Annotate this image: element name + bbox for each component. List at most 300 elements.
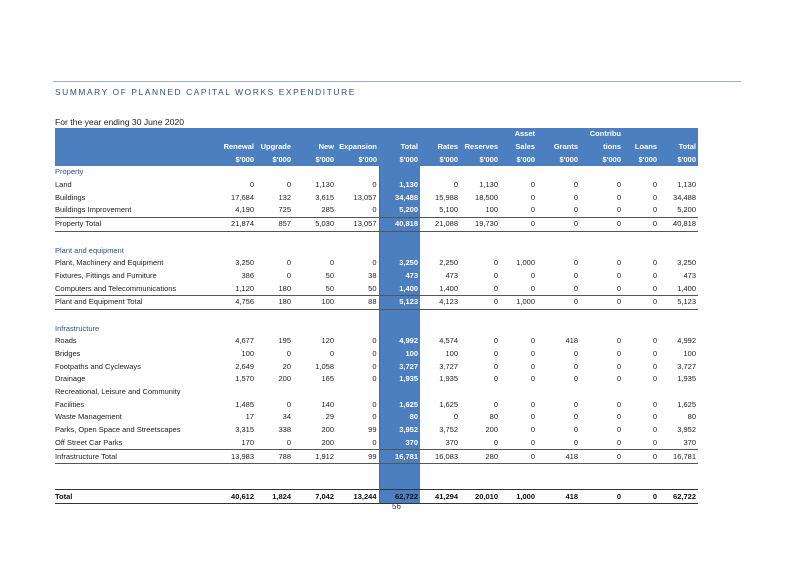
table-cell: 0 <box>530 192 535 202</box>
table-cell <box>203 309 256 322</box>
row-label: Total <box>55 490 203 504</box>
table-cell <box>580 231 623 244</box>
table-cell: 0 <box>372 412 377 422</box>
table-cell: 0 <box>530 374 535 384</box>
table-cell <box>420 128 460 141</box>
table-cell: 386 <box>241 270 254 280</box>
table-row <box>55 398 698 411</box>
table-cell: tions <box>580 141 623 154</box>
table-cell: 1,130 <box>315 180 334 190</box>
table-cell: 0 <box>530 270 535 280</box>
table-cell: 0 <box>493 270 498 280</box>
table-cell: $'000 <box>623 153 659 166</box>
row-label: Property <box>55 167 84 177</box>
table-row <box>55 424 698 437</box>
table-cell: 0 <box>573 283 578 293</box>
table-cell: 0 <box>372 180 377 190</box>
table-cell: Contribu <box>580 128 623 141</box>
table-cell: 100 <box>293 295 336 309</box>
table-cell: 0 <box>493 361 498 371</box>
table-cell <box>379 386 420 399</box>
table-cell <box>460 128 500 141</box>
table-cell: 40,818 <box>379 217 420 231</box>
table-cell <box>379 463 420 476</box>
table-row <box>55 348 698 361</box>
table-cell: 1,130 <box>677 180 696 190</box>
table-cell: 1,625 <box>439 399 458 409</box>
table-cell <box>460 231 500 244</box>
table-cell <box>379 477 420 490</box>
table-cell <box>500 322 537 335</box>
table-cell: 1,058 <box>315 361 334 371</box>
table-cell <box>623 244 659 257</box>
table-row <box>55 360 698 373</box>
table-cell: 1,625 <box>677 399 696 409</box>
table-cell: 19,730 <box>460 217 500 231</box>
table-cell: 0 <box>530 349 535 359</box>
table-cell: 38 <box>368 270 377 280</box>
table-cell: 1,000 <box>516 258 535 268</box>
table-cell <box>336 231 379 244</box>
row-label: Plant, Machinery and Equipment <box>55 258 164 268</box>
table-cell <box>623 386 659 399</box>
table-cell: 0 <box>493 437 498 447</box>
table-cell: 195 <box>278 336 291 346</box>
table-cell: 13,244 <box>336 490 379 504</box>
table-cell: 50 <box>325 270 334 280</box>
table-cell <box>537 166 580 179</box>
table-cell <box>659 477 698 490</box>
top-rule <box>53 81 741 82</box>
table-cell: 338 <box>278 425 291 435</box>
table-cell <box>500 386 537 399</box>
table-cell: 0 <box>530 361 535 371</box>
table-cell: 0 <box>493 374 498 384</box>
table-cell <box>623 166 659 179</box>
table-cell: 857 <box>256 217 293 231</box>
table-cell: 2,250 <box>439 258 458 268</box>
table-cell: 418 <box>537 490 580 504</box>
table-cell: 473 <box>683 270 696 280</box>
table-cell: 0 <box>616 180 621 190</box>
table-cell <box>659 244 698 257</box>
table-cell: 725 <box>278 205 291 215</box>
table-cell <box>537 309 580 322</box>
table-cell: 3,315 <box>235 425 254 435</box>
table-cell: 13,057 <box>353 192 377 202</box>
row-label: Land <box>55 180 72 190</box>
table-cell: 0 <box>652 412 657 422</box>
table-cell: Total <box>379 141 420 154</box>
row-label: Off Street Car Parks <box>55 437 123 447</box>
table-cell <box>623 463 659 476</box>
table-cell: 1,130 <box>479 180 498 190</box>
table-cell <box>659 128 698 141</box>
table-cell: 0 <box>493 336 498 346</box>
table-cell: 0 <box>580 217 623 231</box>
table-cell: 0 <box>453 180 458 190</box>
page-title: SUMMARY OF PLANNED CAPITAL WORKS EXPENDITURE <box>55 87 356 97</box>
table-cell <box>420 477 460 490</box>
table-cell: 0 <box>652 180 657 190</box>
row-label: Buildings Improvement <box>55 205 132 215</box>
table-cell: 0 <box>500 217 537 231</box>
table-cell <box>379 322 420 335</box>
table-cell <box>537 477 580 490</box>
table-cell: $'000 <box>293 153 336 166</box>
table-cell: 0 <box>616 374 621 384</box>
table-cell: $'000 <box>500 153 537 166</box>
table-row <box>55 282 698 295</box>
table-cell <box>420 463 460 476</box>
table-cell: 0 <box>286 399 291 409</box>
table-cell: 20 <box>282 361 291 371</box>
capital-works-table <box>55 128 698 504</box>
table-cell: 0 <box>573 437 578 447</box>
table-cell: 16,781 <box>379 450 420 464</box>
table-cell <box>623 309 659 322</box>
table-cell: 0 <box>530 180 535 190</box>
table-row <box>55 270 698 283</box>
table-cell: 0 <box>573 349 578 359</box>
table-cell: 0 <box>573 270 578 280</box>
table-cell: 88 <box>336 295 379 309</box>
table-row <box>55 204 698 217</box>
table-cell <box>379 309 420 322</box>
table-cell: 0 <box>372 336 377 346</box>
table-cell: $'000 <box>580 153 623 166</box>
table-cell: 0 <box>573 374 578 384</box>
table-cell: 200 <box>278 374 291 384</box>
table-cell: $'000 <box>537 153 580 166</box>
table-cell: 0 <box>329 258 334 268</box>
table-cell: 0 <box>616 283 621 293</box>
table-cell: 0 <box>616 205 621 215</box>
table-cell: 180 <box>278 283 291 293</box>
table-cell: 29 <box>325 412 334 422</box>
spacer-row <box>55 231 698 244</box>
table-cell: 0 <box>623 450 659 464</box>
table-cell: 34,488 <box>673 192 696 202</box>
table-cell <box>623 128 659 141</box>
table-cell: 80 <box>687 412 696 422</box>
table-cell: 1,824 <box>256 490 293 504</box>
table-cell: 100 <box>683 349 696 359</box>
table-cell: 0 <box>616 437 621 447</box>
table-cell: 0 <box>616 425 621 435</box>
table-cell: 50 <box>368 283 377 293</box>
table-cell: 5,200 <box>677 205 696 215</box>
table-cell: 0 <box>530 399 535 409</box>
table-cell: 473 <box>445 270 458 280</box>
table-cell <box>336 166 379 179</box>
table-cell <box>379 166 420 179</box>
table-cell: 165 <box>321 374 334 384</box>
table-cell: 0 <box>652 349 657 359</box>
table-cell <box>659 309 698 322</box>
table-cell <box>293 309 336 322</box>
table-cell: 0 <box>616 258 621 268</box>
table-cell: $'000 <box>203 153 256 166</box>
table-cell <box>460 166 500 179</box>
table-cell <box>420 244 460 257</box>
page-subtitle: For the year ending 30 June 2020 <box>55 117 184 127</box>
row-label: Plant and equipment <box>55 245 124 255</box>
table-cell: Grants <box>537 141 580 154</box>
table-cell: 0 <box>372 399 377 409</box>
table-cell: 1,570 <box>235 374 254 384</box>
table-cell: 0 <box>530 412 535 422</box>
table-cell: 40,612 <box>203 490 256 504</box>
table-cell: 200 <box>485 425 498 435</box>
row-label <box>55 231 203 244</box>
table-cell <box>659 231 698 244</box>
table-cell: 0 <box>530 336 535 346</box>
table-cell <box>256 463 293 476</box>
table-cell <box>537 386 580 399</box>
table-cell: 99 <box>336 450 379 464</box>
table-cell: 20,010 <box>460 490 500 504</box>
table-cell: 15,988 <box>435 192 458 202</box>
row-label: Waste Management <box>55 412 122 422</box>
table-cell: 4,190 <box>235 205 254 215</box>
table-cell: 0 <box>372 349 377 359</box>
table-cell <box>580 166 623 179</box>
table-cell: 1,400 <box>379 282 420 295</box>
table-cell: 100 <box>241 349 254 359</box>
table-cell: 1,935 <box>439 374 458 384</box>
table-cell: 13,057 <box>336 217 379 231</box>
table-cell: 200 <box>321 425 334 435</box>
table-cell <box>580 477 623 490</box>
table-cell: 18,500 <box>475 192 498 202</box>
table-cell: 16,781 <box>659 450 698 464</box>
table-cell <box>256 477 293 490</box>
table-cell <box>580 309 623 322</box>
table-cell: 21,874 <box>203 217 256 231</box>
row-label: Roads <box>55 336 77 346</box>
table-cell <box>500 244 537 257</box>
table-cell: 62,722 <box>659 490 698 504</box>
table-row <box>55 335 698 348</box>
table-cell: 0 <box>623 490 659 504</box>
table-cell: 13,983 <box>203 450 256 464</box>
table-row <box>55 179 698 192</box>
table-cell: 0 <box>372 374 377 384</box>
table-row <box>55 257 698 270</box>
table-cell: 5,123 <box>379 295 420 309</box>
table-cell <box>256 231 293 244</box>
table-cell <box>580 386 623 399</box>
table-cell: 0 <box>372 205 377 215</box>
table-cell: $'000 <box>420 153 460 166</box>
table-cell <box>460 386 500 399</box>
table-cell <box>203 477 256 490</box>
table-cell <box>336 463 379 476</box>
table-cell <box>537 463 580 476</box>
table-cell <box>256 309 293 322</box>
table-cell <box>537 128 580 141</box>
table-cell: 17,684 <box>231 192 254 202</box>
table-cell: 40,818 <box>659 217 698 231</box>
table-cell: 0 <box>652 283 657 293</box>
table-cell <box>293 128 336 141</box>
table-cell: 0 <box>372 361 377 371</box>
table-cell: 1,400 <box>439 283 458 293</box>
table-cell: 0 <box>652 205 657 215</box>
table-cell <box>460 244 500 257</box>
row-label <box>55 309 203 322</box>
table-cell <box>293 477 336 490</box>
table-cell <box>659 386 698 399</box>
table-cell: 0 <box>652 258 657 268</box>
table-cell: Upgrade <box>256 141 293 154</box>
table-cell <box>203 128 256 141</box>
table-cell: 0 <box>652 374 657 384</box>
table-cell: 0 <box>286 180 291 190</box>
table-cell: 34 <box>282 412 291 422</box>
page-number: 56 <box>392 502 401 511</box>
table-cell: 3,752 <box>439 425 458 435</box>
table-cell: 1,130 <box>379 179 420 192</box>
table-cell: 0 <box>652 361 657 371</box>
table-cell: 0 <box>616 412 621 422</box>
table-cell: 418 <box>565 336 578 346</box>
row-label: Infrastructure Total <box>55 450 203 464</box>
table-cell: 17 <box>245 412 254 422</box>
table-cell: 1,485 <box>235 399 254 409</box>
table-cell: $'000 <box>460 153 500 166</box>
table-cell <box>500 463 537 476</box>
row-label <box>55 128 203 141</box>
table-cell: 5,030 <box>293 217 336 231</box>
table-cell: 3,250 <box>379 257 420 270</box>
table-cell <box>379 128 420 141</box>
table-cell <box>336 128 379 141</box>
table-cell: 0 <box>329 349 334 359</box>
table-cell: Total <box>659 141 698 154</box>
table-cell: 3,727 <box>677 361 696 371</box>
table-cell: 3,952 <box>677 425 696 435</box>
table-cell: 3,615 <box>315 192 334 202</box>
table-cell <box>420 231 460 244</box>
table-cell: Expansion <box>336 141 379 154</box>
table-cell <box>256 128 293 141</box>
table-cell: 0 <box>493 399 498 409</box>
table-cell: 0 <box>616 336 621 346</box>
table-cell: 5,123 <box>659 295 698 309</box>
table-cell: 0 <box>652 425 657 435</box>
table-row <box>55 386 698 399</box>
table-cell: 0 <box>530 425 535 435</box>
table-cell <box>420 322 460 335</box>
table-cell: 5,100 <box>439 205 458 215</box>
table-cell: 4,992 <box>677 336 696 346</box>
spacer-row <box>55 309 698 322</box>
table-cell: 370 <box>445 437 458 447</box>
table-cell: 0 <box>530 283 535 293</box>
header-row <box>55 141 698 154</box>
row-label: Bridges <box>55 349 81 359</box>
table-cell: 4,123 <box>420 295 460 309</box>
table-cell: 0 <box>652 336 657 346</box>
table-cell: 0 <box>573 258 578 268</box>
table-cell: 1,400 <box>677 283 696 293</box>
table-cell <box>623 322 659 335</box>
row-label: Property Total <box>55 217 203 231</box>
table-row <box>55 191 698 204</box>
table-cell <box>203 244 256 257</box>
table-cell <box>500 477 537 490</box>
table-cell: 80 <box>379 411 420 424</box>
table-cell: 120 <box>321 336 334 346</box>
row-label: Footpaths and Cycleways <box>55 361 141 371</box>
table-cell <box>256 386 293 399</box>
table-cell: 170 <box>241 437 254 447</box>
table-cell: 285 <box>321 205 334 215</box>
table-cell <box>537 322 580 335</box>
row-label: Recreational, Leisure and Community <box>55 387 181 397</box>
table-cell <box>336 244 379 257</box>
table-cell: Sales <box>500 141 537 154</box>
table-cell <box>580 322 623 335</box>
table-cell: 0 <box>573 412 578 422</box>
table-cell <box>256 244 293 257</box>
table-cell <box>293 386 336 399</box>
table-cell: 788 <box>256 450 293 464</box>
table-cell: Rates <box>420 141 460 154</box>
table-cell <box>293 322 336 335</box>
table-cell <box>203 463 256 476</box>
table-cell <box>420 309 460 322</box>
table-cell <box>293 231 336 244</box>
table-cell <box>460 322 500 335</box>
table-cell: 1,912 <box>293 450 336 464</box>
table-cell: 16,083 <box>420 450 460 464</box>
table-cell: 0 <box>573 361 578 371</box>
table-cell: 0 <box>616 349 621 359</box>
table-cell <box>623 231 659 244</box>
table-cell: 7,042 <box>293 490 336 504</box>
table-cell: Asset <box>500 128 537 141</box>
table-cell: 0 <box>580 450 623 464</box>
table-cell: New <box>293 141 336 154</box>
table-cell: 0 <box>286 349 291 359</box>
table-cell <box>256 322 293 335</box>
table-cell: 3,727 <box>379 360 420 373</box>
table-cell: 5,200 <box>379 204 420 217</box>
table-cell: $'000 <box>379 153 420 166</box>
table-cell: 280 <box>460 450 500 464</box>
table-cell <box>659 463 698 476</box>
table-cell: $'000 <box>659 153 698 166</box>
table-cell: 370 <box>379 437 420 450</box>
table-cell: 473 <box>379 270 420 283</box>
table-cell <box>203 386 256 399</box>
row-label <box>55 141 203 154</box>
table-cell <box>500 166 537 179</box>
table-cell <box>336 386 379 399</box>
table-cell: 3,250 <box>677 258 696 268</box>
table-cell: 370 <box>683 437 696 447</box>
table-cell: 0 <box>286 437 291 447</box>
table-cell: 0 <box>573 425 578 435</box>
spacer-row <box>55 477 698 490</box>
table-cell: 0 <box>286 270 291 280</box>
table-cell: 418 <box>537 450 580 464</box>
table-cell: 0 <box>623 217 659 231</box>
table-cell: 4,677 <box>235 336 254 346</box>
